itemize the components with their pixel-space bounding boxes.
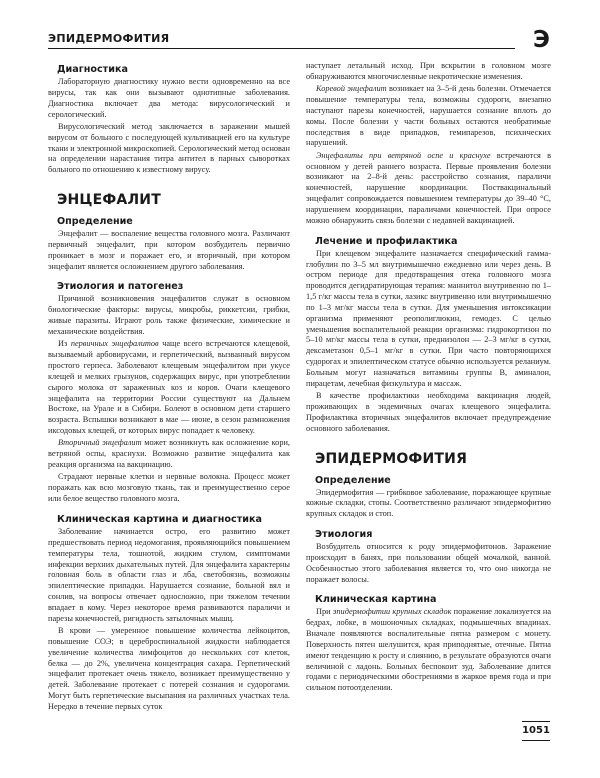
italic-term: Энцефалиты при ветряной оспе и краснухе bbox=[316, 150, 491, 160]
right-column bbox=[306, 61, 551, 694]
italic-term: Вторичный энцефалит bbox=[58, 438, 142, 448]
paragraph bbox=[48, 229, 290, 272]
paragraph bbox=[306, 607, 551, 694]
paragraph bbox=[48, 77, 290, 120]
text-run: В крови — умеренное повышение количества лейкоцитов, повышение СОЭ; в цереброспинальной жидкости наблюдается увеличение количества лимфоцитов до нескольких сот клеток, белка — до 2%, увеличена концентрация сахара. Герпетический энцефалит протекает очень тяжело, возникает преимущественно у детей. Заболевание протекает с потерей сознания и судорогами. Могут быть герпетические высыпания на различных участках тела. Нередко в течение первых суток bbox=[48, 626, 290, 711]
text-run: Возбудитель относится к роду эпидермофитонов. Заражение происходит в банях, при пользовании общей мочалкой, ванной. Особенностью этого заболевания является то, что оно никогда не поражает волосы. bbox=[306, 542, 551, 584]
paragraph bbox=[48, 339, 290, 437]
text-run: Из bbox=[58, 339, 71, 349]
paragraph bbox=[48, 122, 290, 176]
text-run: При bbox=[316, 607, 333, 617]
text-run: Лабораторную диагностику нужно вести одновременно на все вирусы, так как они вызывают однотипные заболевания. Диагностика включает два метода: вирусологический и серологический. bbox=[48, 77, 290, 119]
article-title: ЭПИДЕРМОФИТИЯ bbox=[315, 450, 468, 467]
paragraph bbox=[306, 84, 551, 149]
italic-term: Коревой энцефалит bbox=[316, 84, 387, 94]
text-run: Заболевание начинается остро, его развитию может предшествовать период недомогания, проявляющийся повышением температуры тела, тошнотой, жидким стулом, симптомами инфекции верхних дыхательных путей. Для энцефалита характерны головная боль в области глаз и лба, светобоязнь, возможны эпилептические припадки. Нарушается сознание, больной вял и сонлив, на вопросы отвечает односложно, при тяжелом течении впадает в кому. Через некоторое время развиваются параличи и парезы конечностей, ригидность затылочных мышц. bbox=[48, 527, 290, 623]
section-letter: Э bbox=[533, 27, 550, 53]
section-heading: Определение bbox=[57, 216, 133, 228]
text-run: возникает на 3–5-й день болезни. Отмечается повышение температуры тела, возможны судороги, внезапно наступают парезы конечностей, нарушается сознание вплоть до комы. После болезни у части больных остаются необратимые последствия в виде припадков, гемипарезов, психических нарушений. bbox=[306, 84, 551, 148]
paragraph bbox=[306, 61, 551, 83]
italic-term: первичных энцефалитов bbox=[70, 339, 159, 349]
section-heading: Клиническая картина bbox=[315, 594, 437, 606]
text-run: поражение локализуется на бедрах, лобке, в мошоночных складках, подмышечных впадинах. Вначале появляются воспалительные пятна размером с монету. Поверхность пятен шелушится, края приподнятые, отечные. Пятна имеют тенденцию к росту и слиянию, в результате образуются очаги величиной с ладонь. Больных беспокоит зуд. Заболевание длится годами с периодическими обострениями в жаркое время года и при сильном потоотделении. bbox=[306, 607, 551, 693]
left-column bbox=[48, 64, 290, 713]
italic-term: эпидермофитии крупных складок bbox=[332, 607, 452, 617]
section-heading: Определение bbox=[315, 474, 391, 486]
paragraph bbox=[306, 249, 551, 390]
section-heading: Этиология и патогенез bbox=[57, 281, 184, 293]
text-run: Причиной возникновения энцефалитов служат в основном биологические факторы: вирусы, микробы, риккетсии, грибки, живые паразиты. Играют роль также физические, химические и механические воздействия. bbox=[48, 294, 290, 336]
paragraph bbox=[306, 391, 551, 434]
paragraph bbox=[48, 438, 290, 471]
running-header-title: ЭПИДЕРМОФИТИЯ bbox=[48, 32, 170, 45]
text-run: чаще всего встречаются клещевой, вызываемый арбовирусами, и герпетический, вызванный вирусом простого герпеса. Заболевают клещевым энцефалитом при укусе клещей и мелких грызунов, содержащих вирус, при употреблении сырого молока от зараженных коз и коров. Очаги клещевого энцефалита на территории России существуют на Дальнем Востоке, на Урале и в Сибири. Болеют в основном дети старшего возраста. Вспышки возникают в мае — июне, в сезон размножения иксодовых клещей, от которых вирус попадает к человеку. bbox=[48, 339, 290, 436]
section-heading: Этиология bbox=[315, 529, 373, 541]
text-run: При клещевом энцефалите назначается специфический гамма-глобулин по 3–5 мл внутримышечно ежедневно или через день. В остром периоде для предотвращения отека головного мозга проводится дегидратирующая терапия: маннитол внутривенно по 1–1,5 г/кг массы тела в сутки, лазикс внутривенно или внутримышечно по 1–3 мг/кг массы тела в сутки. Для уменьшения интоксикации организма применяют реополиглюкин, гемодез. С целью уменьшения воспалительной реакции организма: гидрокортизон по 5–10 мг/кг массы тела в сутки, преднизолон — 2–3 мг/кг в сутки, дексаметазон 0,5–1 мг/кг в сутки. При часто повторяющихся судорогах и эпилептическом статусе обычно используется реланиум. Больным могут назначаться витамины группы В, аминалон, пирацетам, лечебная физкультура и массаж. bbox=[306, 248, 551, 388]
paragraph bbox=[306, 151, 551, 227]
text-run: наступает летальный исход. При вскрытии в головном мозге обнаруживаются многочисленные некротические изменения. bbox=[306, 61, 551, 81]
text-run: может возникнуть как осложнение кори, ветряной оспы, краснухи. Возможно развитие энцефалита как реакция организма на вакцинацию. bbox=[48, 438, 290, 470]
header-rule bbox=[48, 48, 515, 49]
text-run: Эпидермофития — грибковое заболевание, поражающее крупные кожные складки, стопы. Соответственно различают эпидермофитию крупных складок и стоп. bbox=[306, 487, 551, 519]
paragraph bbox=[48, 527, 290, 625]
section-heading: Клиническая картина и диагностика bbox=[57, 514, 262, 525]
paragraph bbox=[306, 488, 551, 521]
text-run: Энцефалит — воспаление вещества головного мозга. Различают первичный энцефалит, при котором возбудитель первично проникает в мозг и поражает его, и вторичный, при котором энцефалит является осложнением другого заболевания. bbox=[48, 229, 290, 271]
page-number: 1051 bbox=[522, 721, 550, 741]
section-heading: Лечение и профилактика bbox=[315, 235, 458, 247]
paragraph bbox=[48, 294, 290, 337]
text-run: В качестве профилактики необходима вакцинация людей, проживающих в эндемичных очагах клещевого энцефалита. Профилактика вторичных энцефалитов включает предупреждение основного заболевания. bbox=[306, 391, 551, 433]
section-heading: Диагностика bbox=[57, 64, 128, 75]
article-title: ЭНЦЕФАЛИТ bbox=[57, 192, 161, 209]
paragraph bbox=[48, 472, 290, 505]
text-run: Вирусологический метод заключается в заражении мышей вирусом от больного с последующей культивацией его на культуре ткани и электронной микроскопией. Серологический метод основан на определении нарастания титра антител в парных сыворотках больного по отношению к известному вирусу. bbox=[48, 121, 290, 175]
text-run: Страдают нервные клетки и нервные волокна. Процесс может поражать как всю мозговую ткань, так и преимущественно серое или белое вещество головного мозга. bbox=[48, 472, 290, 504]
text-run: встречаются в основном у детей раннего возраста. Первые проявления болезни возникают на 2–8-й день: расстройство сознания, параличи конечностей, нарушение координации. Поствакцинальный энцефалит сопровождается повышением температуры до 39–40 °С, нарушением координации, параличами конечностей. При опросе можно обнаружить связь болезни с недавней вакцинацией. bbox=[306, 150, 552, 225]
paragraph bbox=[48, 626, 290, 713]
paragraph bbox=[306, 542, 551, 585]
